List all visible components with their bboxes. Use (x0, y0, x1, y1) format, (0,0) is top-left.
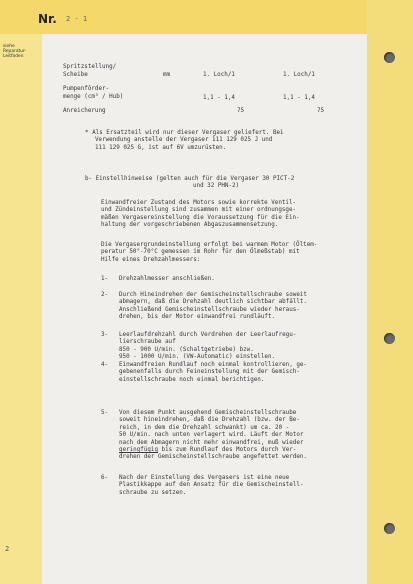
step-number: 5- (101, 410, 109, 416)
section-b-intro2 (101, 242, 371, 264)
step-number: 3- (101, 332, 109, 338)
footnote (85, 130, 365, 152)
step-text (119, 332, 371, 362)
spec-value: 1. Loch/1 (283, 72, 315, 78)
step-line: reich, in dem die Drehzahl schwankt) um ca. 20 - (119, 424, 290, 431)
step-text (119, 475, 371, 497)
step-number: 1- (101, 276, 109, 282)
side-note-line: siehe (3, 44, 15, 49)
step-line: Von diesem Punkt ausgehend Gemischeinstellschraube (119, 410, 297, 416)
step-line: gebenenfalls durch Feineinstellung mit der Gemisch- (119, 369, 300, 376)
step-line: Drehzahlmesser anschließen. (119, 276, 215, 282)
step-line: soweit hineindrehen, daß die Drehzahl (bzw. der Be- (119, 417, 300, 424)
section-b-intro (101, 200, 371, 230)
side-note (3, 44, 41, 60)
right-margin-strip (367, 0, 413, 584)
step-line: 50 U/min. nach unten verlagert wird. Läuft der Motor (119, 432, 304, 439)
binder-hole-icon (384, 52, 395, 63)
step-line: einstellschraube noch einmal berichtigen. (119, 376, 265, 383)
spec-unit: mm (163, 72, 171, 78)
intro-line: mäßen Vergasereinstellung die Voraussetzung für die Ein- (101, 214, 300, 221)
step-line: nach dem Abmagern nicht mehr einwandfrei, muß wieder (119, 439, 304, 446)
section-title-line: b- Einstellhinweise (gelten auch für die Vergaser 30 PICT-2 (85, 176, 295, 182)
spec-label: Spritzstellung/ (63, 64, 117, 70)
intro-line: peratur 50°-70°C gemessen im Rohr für den Ölmeßstab) mit (101, 249, 300, 256)
step-number: 4- (101, 362, 109, 368)
spec-label: Pumpenförder- (63, 86, 110, 92)
step-text (119, 276, 371, 283)
footnote-line: Verwendung anstelle der Vergaser 111 129 025 J und (95, 137, 273, 144)
step-number: 6- (101, 475, 109, 481)
spec-label: Anreicherung (63, 108, 106, 114)
step-line: Durch Hineindrehen der Gemischeinstellschraube soweit (119, 292, 307, 298)
step-line: Plastikkappe auf den Ansatz für die Gemischeinstell- (119, 482, 304, 489)
step-line: Einwandfreien Rundlauf noch einmal kontrollieren, ge- (119, 362, 307, 368)
section-title-line: und 32 PHN-2) (193, 183, 240, 190)
spec-value: 75 (237, 108, 245, 114)
step-line: abmagern, daß die Drehzahl deutlich sichtbar abfällt. (119, 299, 307, 306)
side-note-line: Reparatur- (3, 49, 27, 55)
step-line: Anschließend Gemischeinstellschraube wieder heraus- (119, 306, 300, 313)
left-margin-strip (0, 34, 42, 584)
spec-label: menge (cm³ / Hub) (63, 94, 124, 100)
step-line: drehen der Gemischeinstellschraube angefettet werden. (119, 454, 307, 461)
step-line: Nach der Einstellung des Vergasers ist eine neue (119, 475, 290, 481)
intro-line: Hilfe eines Drehzahlmessers: (101, 256, 201, 263)
step-line: 950 - 1000 U/min. (VW-Automatic) einstellen. (119, 354, 276, 361)
step-line: geringfügig bis zum Rundlauf des Motors durch Ver- (119, 447, 297, 454)
spec-value: 1,1 - 1,4 (283, 95, 315, 101)
header-bar (0, 0, 413, 34)
section-b-title (85, 176, 375, 191)
step-text (119, 362, 371, 384)
step-line: 850 - 900 U/min. (Schaltgetriebe) bzw. (119, 346, 254, 353)
binder-hole-icon (384, 523, 395, 534)
intro-line: Die Vergasergrundeinstellung erfolgt bei warmem Motor (Öltem- (101, 242, 318, 248)
side-note-line: Leitfaden (3, 54, 24, 60)
spec-value: 1,1 - 1,4 (203, 95, 235, 101)
nr-label: Nr. (38, 12, 57, 26)
spec-value: 75 (317, 108, 325, 114)
intro-line: und Zündeinstellung sind zusammen mit einer ordnungsge- (101, 207, 297, 214)
footnote-line: 111 129 025 G, ist auf 6V umzurüsten. (95, 144, 227, 151)
spec-value: 1. Loch/1 (203, 72, 235, 78)
step-text (119, 292, 371, 322)
step-line: Leerlaufdrehzahl durch Verdrehen der Leerlaufregu- (119, 332, 297, 338)
footnote-line: * Als Ersatzteil wird nur dieser Vergaser geliefert. Bei (85, 130, 284, 136)
step-number: 2- (101, 292, 109, 298)
step-line: lierschraube auf (119, 339, 176, 346)
step-line: drehen, bis der Motor einwandfrei rundläuft. (119, 314, 276, 321)
step-text (119, 410, 371, 462)
binder-hole-icon (384, 333, 395, 344)
step-line: schraube zu setzen. (119, 489, 187, 496)
spec-label: Scheibe (63, 72, 88, 78)
nr-number: 2 - 1 (66, 15, 88, 23)
page-number: 2 (5, 545, 10, 553)
intro-line: haltung der vorgeschriebenen Abgaszusammensetzung. (101, 222, 279, 229)
intro-line: Einwandfreier Zustand des Motors sowie korrekte Ventil- (101, 200, 297, 206)
